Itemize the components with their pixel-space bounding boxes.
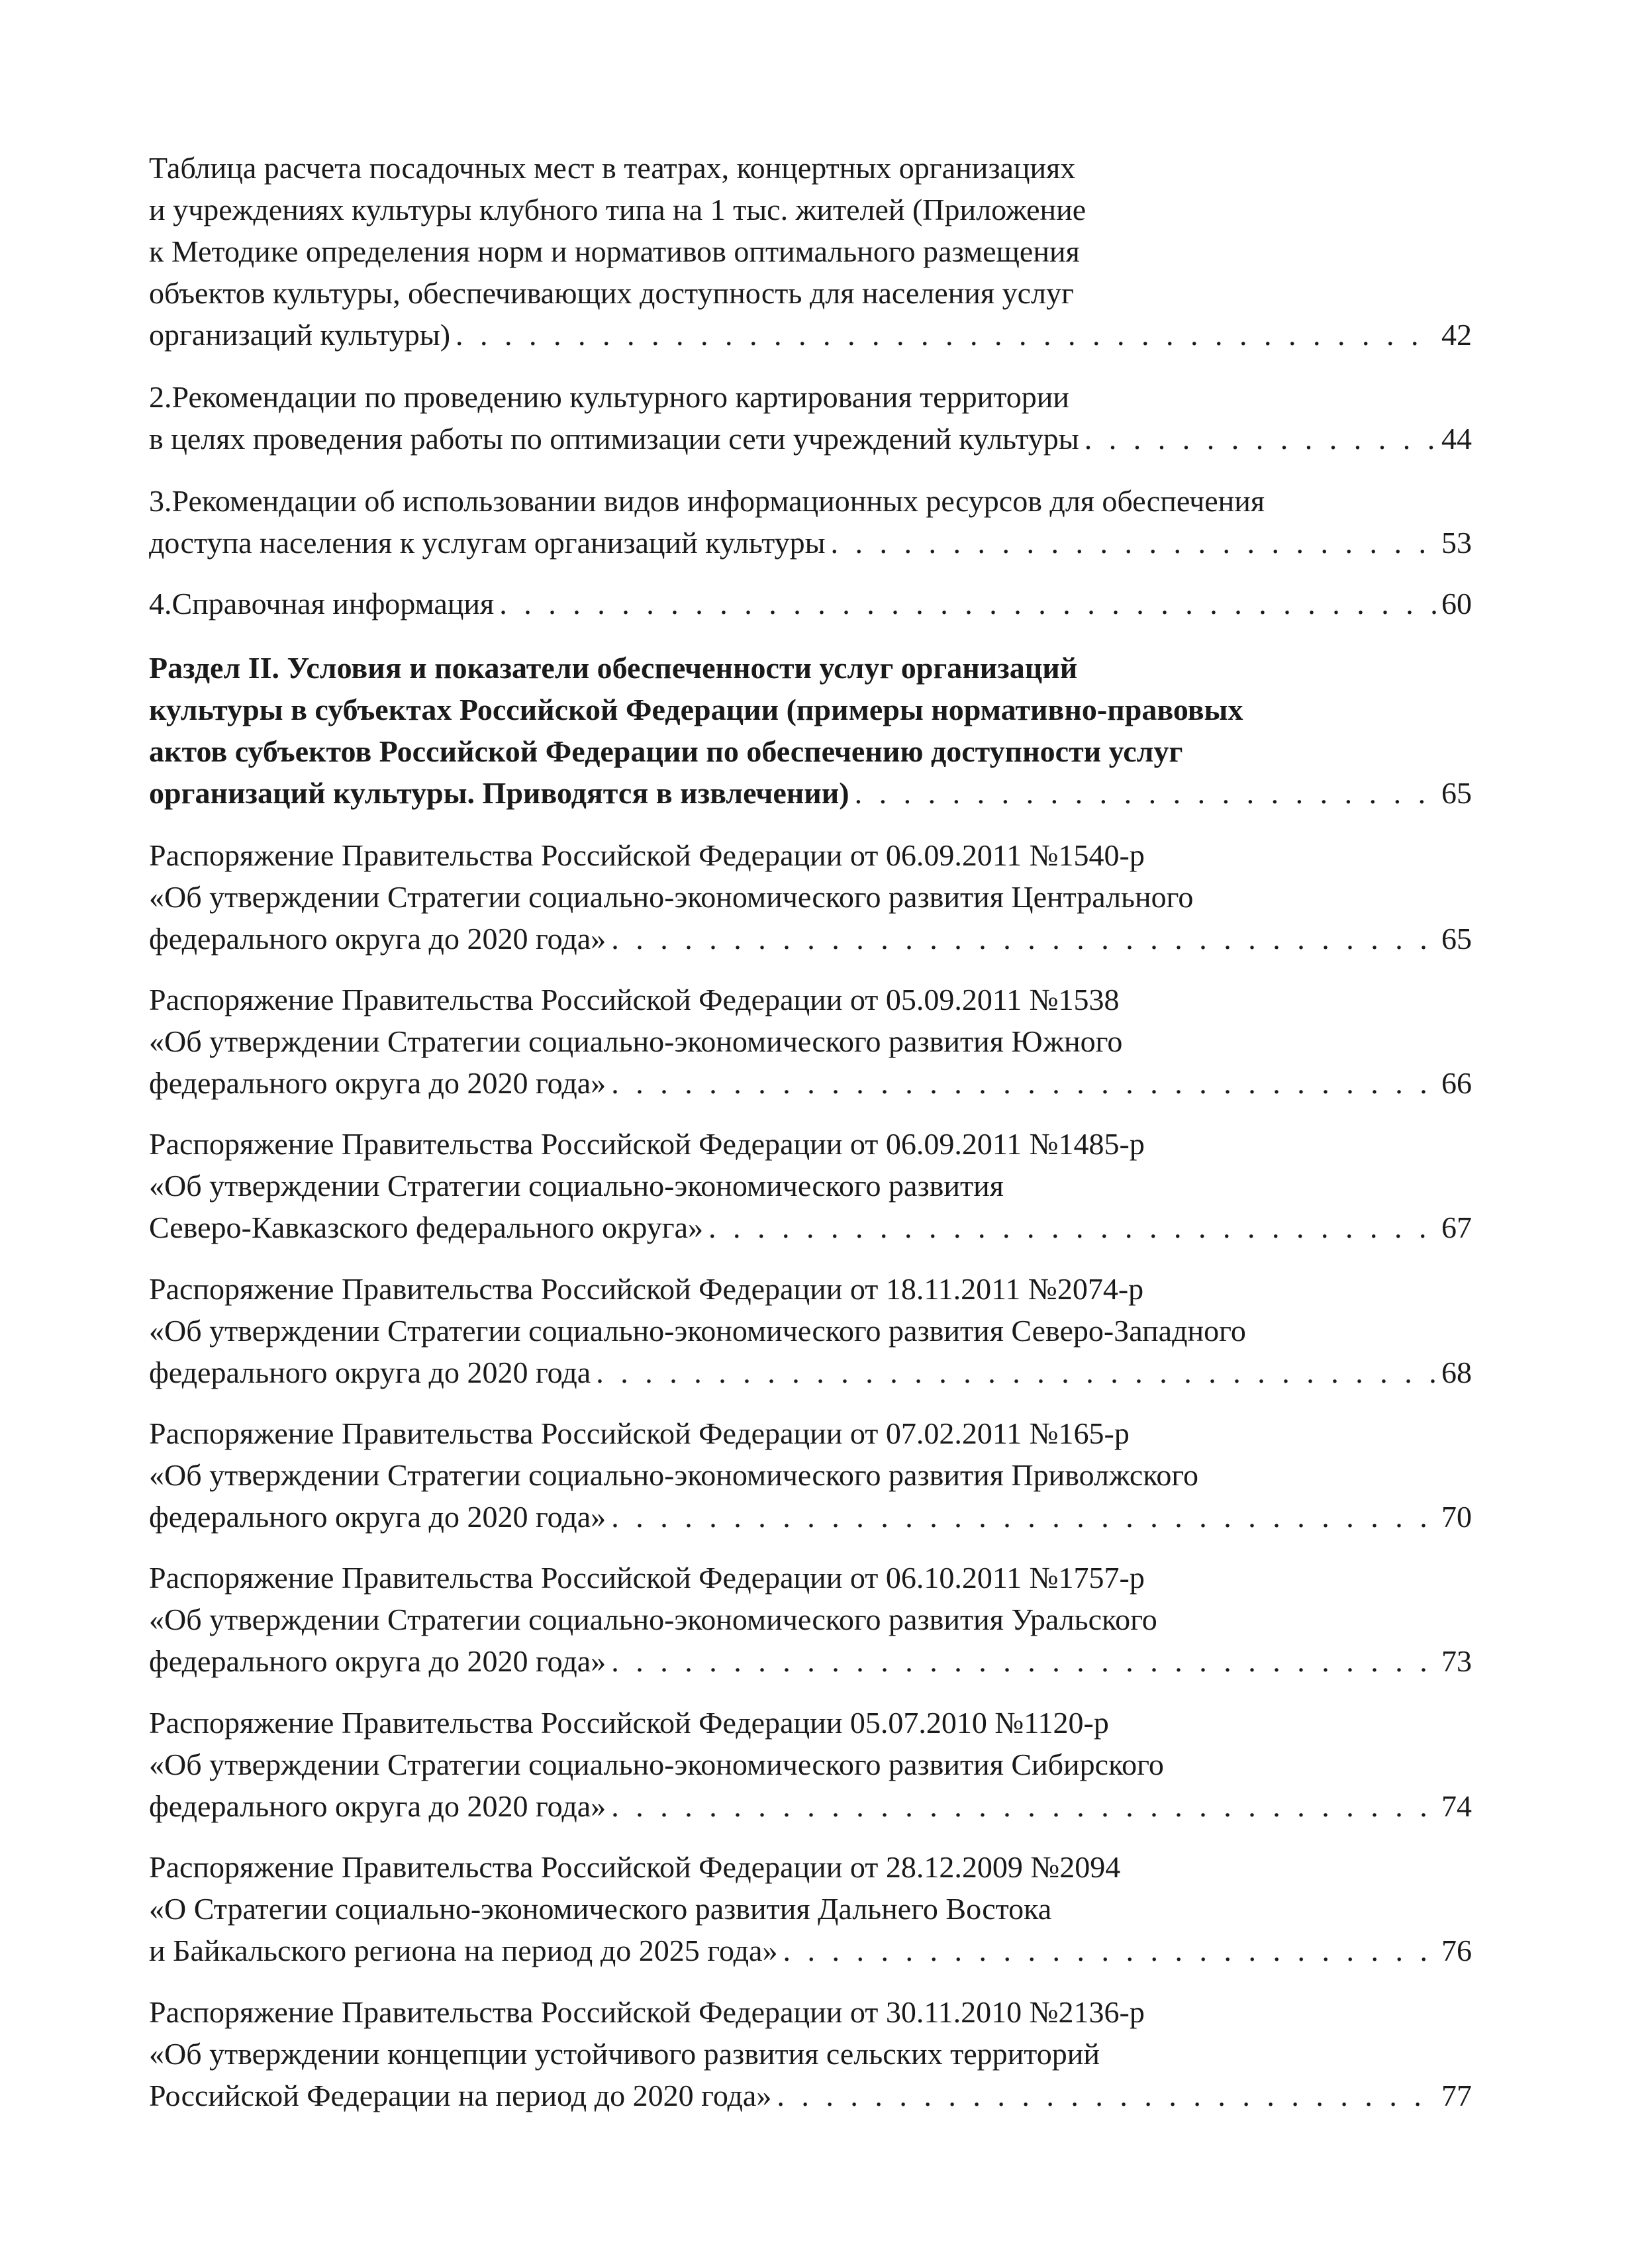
toc-entry[interactable]: [149, 583, 1472, 624]
toc-page-number: 66: [1441, 1066, 1472, 1100]
toc-entry-line: актов субъектов Российской Федерации по обеспечению доступности услуг: [149, 734, 1183, 768]
toc-page-number: 42: [1441, 318, 1472, 352]
toc-page-number: 77: [1441, 2079, 1472, 2112]
dot-leader: [777, 1930, 1437, 1971]
toc-entry-title-end: доступа населения к услугам организаций культуры: [149, 526, 826, 560]
toc-entry-line: Распоряжение Правительства Российской Федерации 05.07.2010 №1120-р: [149, 1706, 1109, 1740]
toc-entry-line: Распоряжение Правительства Российской Федерации от 28.12.2009 №2094: [149, 1850, 1121, 1884]
dot-leader: [771, 2075, 1437, 2116]
toc-page-number: 73: [1441, 1644, 1472, 1678]
toc-page-number: 65: [1441, 776, 1472, 810]
dot-leader: [450, 314, 1437, 356]
dot-leader: [606, 1062, 1437, 1104]
toc-page-number: 70: [1441, 1500, 1472, 1534]
toc-page-number: 44: [1441, 422, 1472, 456]
toc-entry-line: «О Стратегии социально-экономического развития Дальнего Востока: [149, 1892, 1052, 1926]
toc-page-number: 76: [1441, 1934, 1472, 1967]
toc-entry-title-end: федерального округа до 2020 года»: [149, 922, 606, 956]
toc-entry-title-end: организаций культуры. Приводятся в извлечении): [149, 776, 849, 810]
toc-entry-line: объектов культуры, обеспечивающих доступность для населения услуг: [149, 276, 1074, 310]
toc-page-number: 67: [1441, 1210, 1472, 1244]
dot-leader: [606, 1785, 1437, 1827]
toc-entry-title-end: Российской Федерации на период до 2020 года»: [149, 2079, 772, 2112]
toc-page-number: 53: [1441, 526, 1472, 560]
toc-entry-line: 2.Рекомендации по проведению культурного картирования территории: [149, 380, 1069, 414]
dot-leader: [606, 918, 1437, 960]
toc-entry-line: «Об утверждении Стратегии социально-экономического развития Южного: [149, 1024, 1123, 1058]
toc-entry-title-end: в целях проведения работы по оптимизации сети учреждений культуры: [149, 422, 1079, 456]
toc-entry[interactable]: [149, 1557, 1472, 1682]
toc-entry-line: Распоряжение Правительства Российской Федерации от 05.09.2011 №1538: [149, 983, 1120, 1016]
toc-entry-line: Распоряжение Правительства Российской Федерации от 06.09.2011 №1540-р: [149, 838, 1145, 872]
toc-entry-line: Распоряжение Правительства Российской Федерации от 06.10.2011 №1757-р: [149, 1561, 1145, 1595]
toc-entry-line: Таблица расчета посадочных мест в театрах, концертных организациях: [149, 151, 1076, 185]
toc-entry-title-end: федерального округа до 2020 года»: [149, 1789, 606, 1823]
toc-entry-title-end: федерального округа до 2020 года»: [149, 1644, 606, 1678]
toc-entry-title-end: федерального округа до 2020 года»: [149, 1500, 606, 1534]
toc-entry[interactable]: [149, 376, 1472, 460]
toc-entry[interactable]: [149, 1268, 1472, 1393]
toc-entry-line: Распоряжение Правительства Российской Федерации от 06.09.2011 №1485-р: [149, 1127, 1145, 1161]
toc-section-heading[interactable]: [149, 647, 1472, 814]
dot-leader: [494, 583, 1437, 624]
toc-entry-line: 3.Рекомендации об использовании видов информационных ресурсов для обеспечения: [149, 484, 1265, 518]
toc-entry[interactable]: [149, 1846, 1472, 1971]
toc-entry-title-end: федерального округа до 2020 года: [149, 1356, 591, 1389]
toc-entry-line: «Об утверждении Стратегии социально-экономического развития Центрального: [149, 880, 1194, 914]
toc-entry-line: «Об утверждении Стратегии социально-экономического развития Северо-Западного: [149, 1314, 1246, 1348]
toc-entry-line: Распоряжение Правительства Российской Федерации от 07.02.2011 №165-р: [149, 1416, 1130, 1450]
dot-leader: [606, 1640, 1437, 1682]
toc-entry-line: Раздел II. Условия и показатели обеспеченности услуг организаций: [149, 651, 1078, 685]
toc-page-number: 60: [1441, 587, 1472, 620]
toc-entry-title-end: федерального округа до 2020 года»: [149, 1066, 606, 1100]
toc-entry[interactable]: [149, 979, 1472, 1104]
toc-entry-title-end: Северо-Кавказского федерального округа»: [149, 1210, 704, 1244]
toc-entry[interactable]: [149, 147, 1472, 356]
dot-leader: [849, 772, 1437, 814]
toc-entry[interactable]: [149, 1123, 1472, 1248]
dot-leader: [1079, 418, 1437, 460]
toc-entry-line: «Об утверждении Стратегии социально-экономического развития Уральского: [149, 1602, 1157, 1636]
toc-entry[interactable]: [149, 834, 1472, 960]
toc-entry-title-end: 4.Справочная информация: [149, 587, 495, 620]
toc-entry-line: «Об утверждении Стратегии социально-экономического развития Сибирского: [149, 1748, 1164, 1781]
toc-entry-line: к Методике определения норм и нормативов оптимального размещения: [149, 234, 1080, 268]
toc-page-number: 74: [1441, 1789, 1472, 1823]
toc-page-number: 65: [1441, 922, 1472, 956]
toc-page-number: 68: [1441, 1356, 1472, 1389]
toc-entry-line: «Об утверждении Стратегии социально-экономического развития: [149, 1169, 1004, 1203]
toc-entry-line: Распоряжение Правительства Российской Федерации от 18.11.2011 №2074-р: [149, 1272, 1144, 1306]
toc-entry[interactable]: [149, 1991, 1472, 2116]
toc-entry-line: Распоряжение Правительства Российской Федерации от 30.11.2010 №2136-р: [149, 1995, 1145, 2029]
toc-entry-title-end: и Байкальского региона на период до 2025 года»: [149, 1934, 778, 1967]
toc-entry-title-end: организаций культуры): [149, 318, 451, 352]
toc-entry-line: и учреждениях культуры клубного типа на 1 тыс. жителей (Приложение: [149, 193, 1087, 226]
toc-entry[interactable]: [149, 1412, 1472, 1538]
dot-leader: [591, 1352, 1437, 1393]
toc-entry-line: культуры в субъектах Российской Федерации (примеры нормативно-правовых: [149, 693, 1243, 726]
toc-entry[interactable]: [149, 480, 1472, 564]
dot-leader: [703, 1207, 1437, 1248]
dot-leader: [826, 522, 1437, 564]
toc-entry-line: «Об утверждении концепции устойчивого развития сельских территорий: [149, 2037, 1100, 2071]
toc-entry-line: «Об утверждении Стратегии социально-экономического развития Приволжского: [149, 1458, 1199, 1492]
toc-entry[interactable]: [149, 1702, 1472, 1827]
dot-leader: [606, 1496, 1437, 1538]
